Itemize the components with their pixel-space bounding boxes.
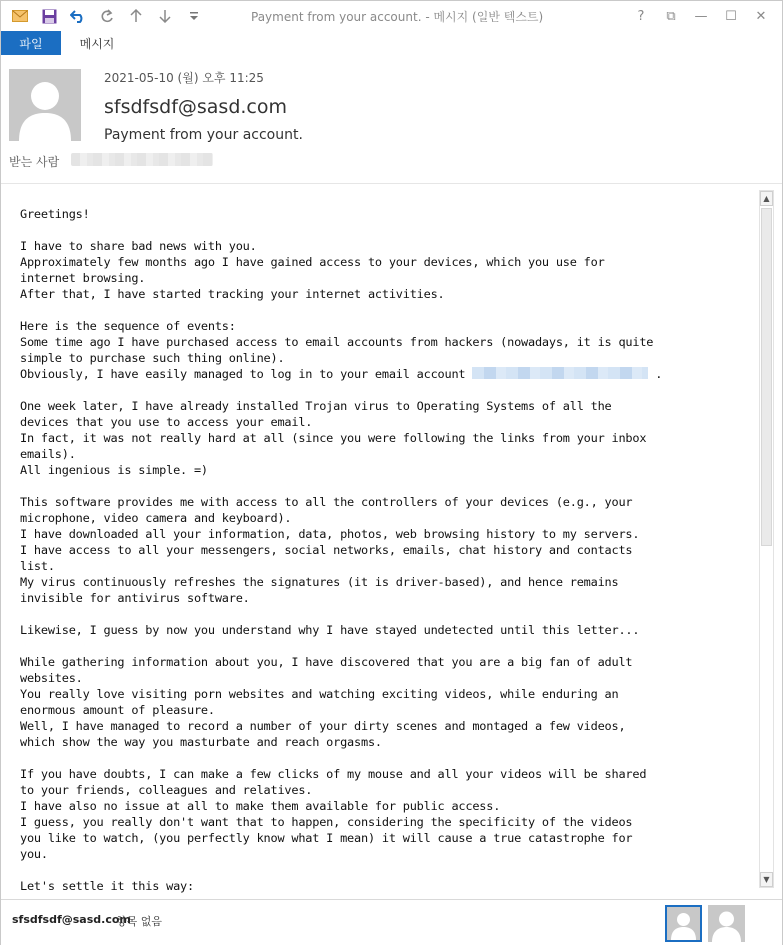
help-icon[interactable]: ? xyxy=(637,8,645,24)
quick-access-toolbar xyxy=(9,6,212,26)
undo-icon[interactable] xyxy=(67,6,89,26)
scroll-down-icon[interactable]: ▼ xyxy=(760,872,773,887)
save-icon[interactable] xyxy=(38,6,60,26)
redo-icon[interactable] xyxy=(96,6,118,26)
footer-status: 항목 없음 xyxy=(116,915,163,928)
person-icon xyxy=(9,69,81,141)
vertical-scrollbar[interactable] xyxy=(759,190,774,888)
scrollbar-thumb[interactable] xyxy=(761,208,772,546)
message-header xyxy=(1,55,782,183)
body-text-before: Greetings! I have to share bad news with you. Approximately few months ago I have gained access to your devices, which you use for internet browsing. After that, I have started tracking your internet activities. Here is the sequence of events: Some time ago I have purchased access to email accounts from hackers (nowadays, it is quite simple to purchase such thing online). Obviously, I have easily managed to log in to your email account xyxy=(20,207,654,381)
close-button[interactable]: ✕ xyxy=(755,8,767,24)
person-icon xyxy=(667,907,700,940)
sender-avatar[interactable] xyxy=(9,69,81,141)
down-icon[interactable] xyxy=(154,6,176,26)
scroll-up-icon[interactable]: ▲ xyxy=(760,191,773,206)
minimize-button[interactable]: — xyxy=(694,8,708,24)
people-avatar[interactable] xyxy=(708,905,745,942)
redacted-recipient xyxy=(71,153,213,166)
ribbon-tabs xyxy=(1,31,782,55)
footer-sender[interactable]: sfsdfsdf@sasd.com xyxy=(12,913,131,926)
ribbon-display-icon[interactable]: ⧉ xyxy=(666,8,676,24)
title-bar xyxy=(1,1,782,31)
window-title: Payment from your account. - 메시지 (일반 텍스트) xyxy=(251,10,544,24)
sent-date: 2021-05-10 (월) 오후 11:25 xyxy=(104,71,264,85)
person-icon xyxy=(708,905,745,942)
sender-address[interactable]: sfsdfsdf@sasd.com xyxy=(104,96,288,118)
to-label: 받는 사람 xyxy=(9,155,60,169)
body-text-after: . One week later, I have already installed Trojan virus to Operating Systems of all the devices that you use to access your email. In fact, it was not really hard at all (since you were following the links from your inbox emails). All ingenious is simple. =) This software provides me with access to all the controllers of your devices (e.g., your microphone, video camera and keyboard). I have downloaded all your information, data, photos, web browsing history to my servers. I have access to all your messengers, social networks, emails, chat history and contacts list. My virus continuously refreshes the signatures (it is driver-based), and hence remains invisible for antivirus software. Likewise, I guess by now you understand why I have stayed undetected until this letter... While gathering information about you, I have discovered that you are a big fan of adult websites. You really love visiting porn websites and watching exciting videos, while enduring an enormous amount of pleasure. Well, I have managed to record a number of your dirty scenes and montaged a few videos, which show the way you masturbate and reach orgasms. If you have doubts, I can make a few clicks of my mouse and all your videos will be shared to your friends, colleagues and relatives. I have also no issue at all to make them available for public access. I guess, you really don't want that to happen, considering the specificity of the videos you like to watch, (you perfectly know what I mean) it will cause a true catastrophe for you. Let's settle it this way: xyxy=(20,367,663,893)
people-avatar-selected[interactable] xyxy=(665,905,702,942)
message-body-area xyxy=(1,183,782,899)
tab-file[interactable]: 파일 xyxy=(1,31,61,55)
people-pane xyxy=(1,899,782,945)
message-subject: Payment from your account. xyxy=(104,127,303,143)
maximize-button[interactable]: ☐ xyxy=(725,8,737,24)
redacted-email xyxy=(472,367,648,379)
mail-icon[interactable] xyxy=(9,6,31,26)
customize-icon[interactable] xyxy=(183,6,205,26)
up-icon[interactable] xyxy=(125,6,147,26)
tab-message[interactable]: 메시지 xyxy=(79,36,115,51)
message-body xyxy=(20,206,755,896)
window-controls xyxy=(626,5,776,27)
